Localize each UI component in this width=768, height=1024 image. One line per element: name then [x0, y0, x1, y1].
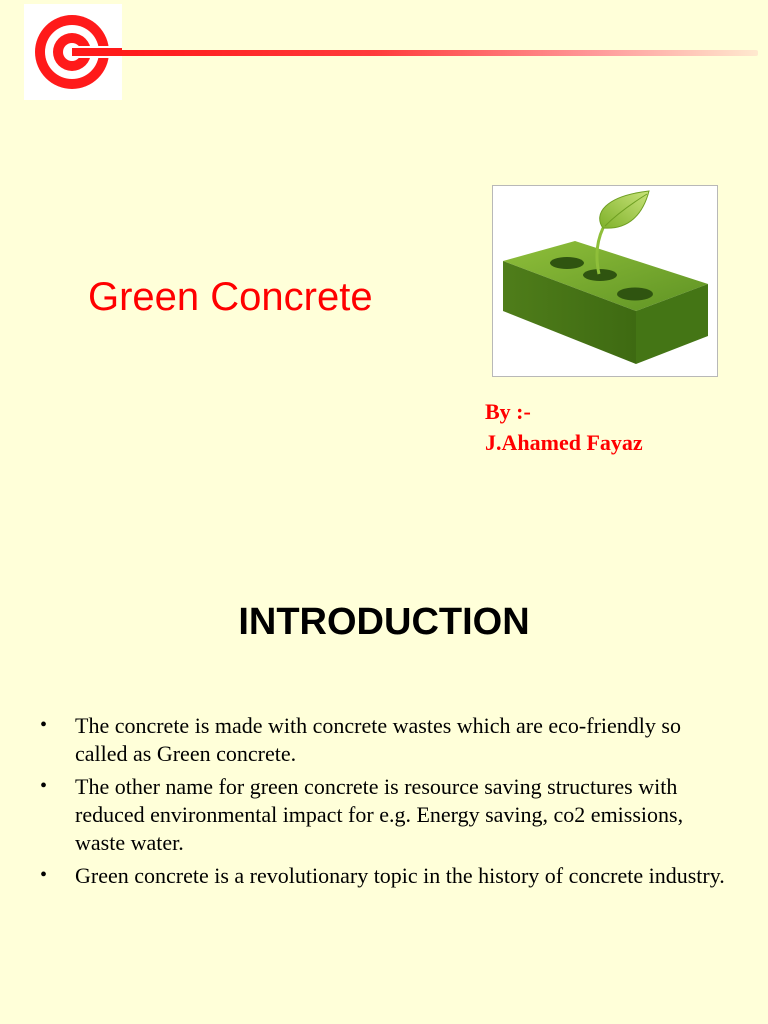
header-divider [118, 50, 758, 56]
bullet-text: The other name for green concrete is resource saving structures with reduced environmental impact for e.g. Energy saving, co2 emissions, waste water. [75, 774, 684, 855]
list-item [40, 862, 730, 890]
bullet-icon: • [40, 714, 48, 736]
bullet-list [40, 712, 730, 895]
bullet-icon: • [40, 775, 48, 797]
author-block [485, 396, 643, 458]
list-item [40, 712, 730, 768]
brick-image [492, 185, 718, 377]
author-by-label: By :- [485, 399, 531, 424]
green-brick-leaf-icon [493, 186, 717, 376]
bullet-text: The concrete is made with concrete wastes which are eco-friendly so called as Green concrete. [75, 713, 681, 766]
logo [24, 4, 122, 100]
bullet-text: Green concrete is a revolutionary topic in the history of concrete industry. [75, 863, 725, 888]
bullet-icon: • [40, 864, 48, 886]
red-ring-logo-icon [24, 4, 122, 100]
slide-title: Green Concrete [88, 275, 373, 319]
list-item [40, 773, 730, 857]
section-title: INTRODUCTION [238, 601, 530, 643]
author-name: J.Ahamed Fayaz [485, 430, 643, 455]
